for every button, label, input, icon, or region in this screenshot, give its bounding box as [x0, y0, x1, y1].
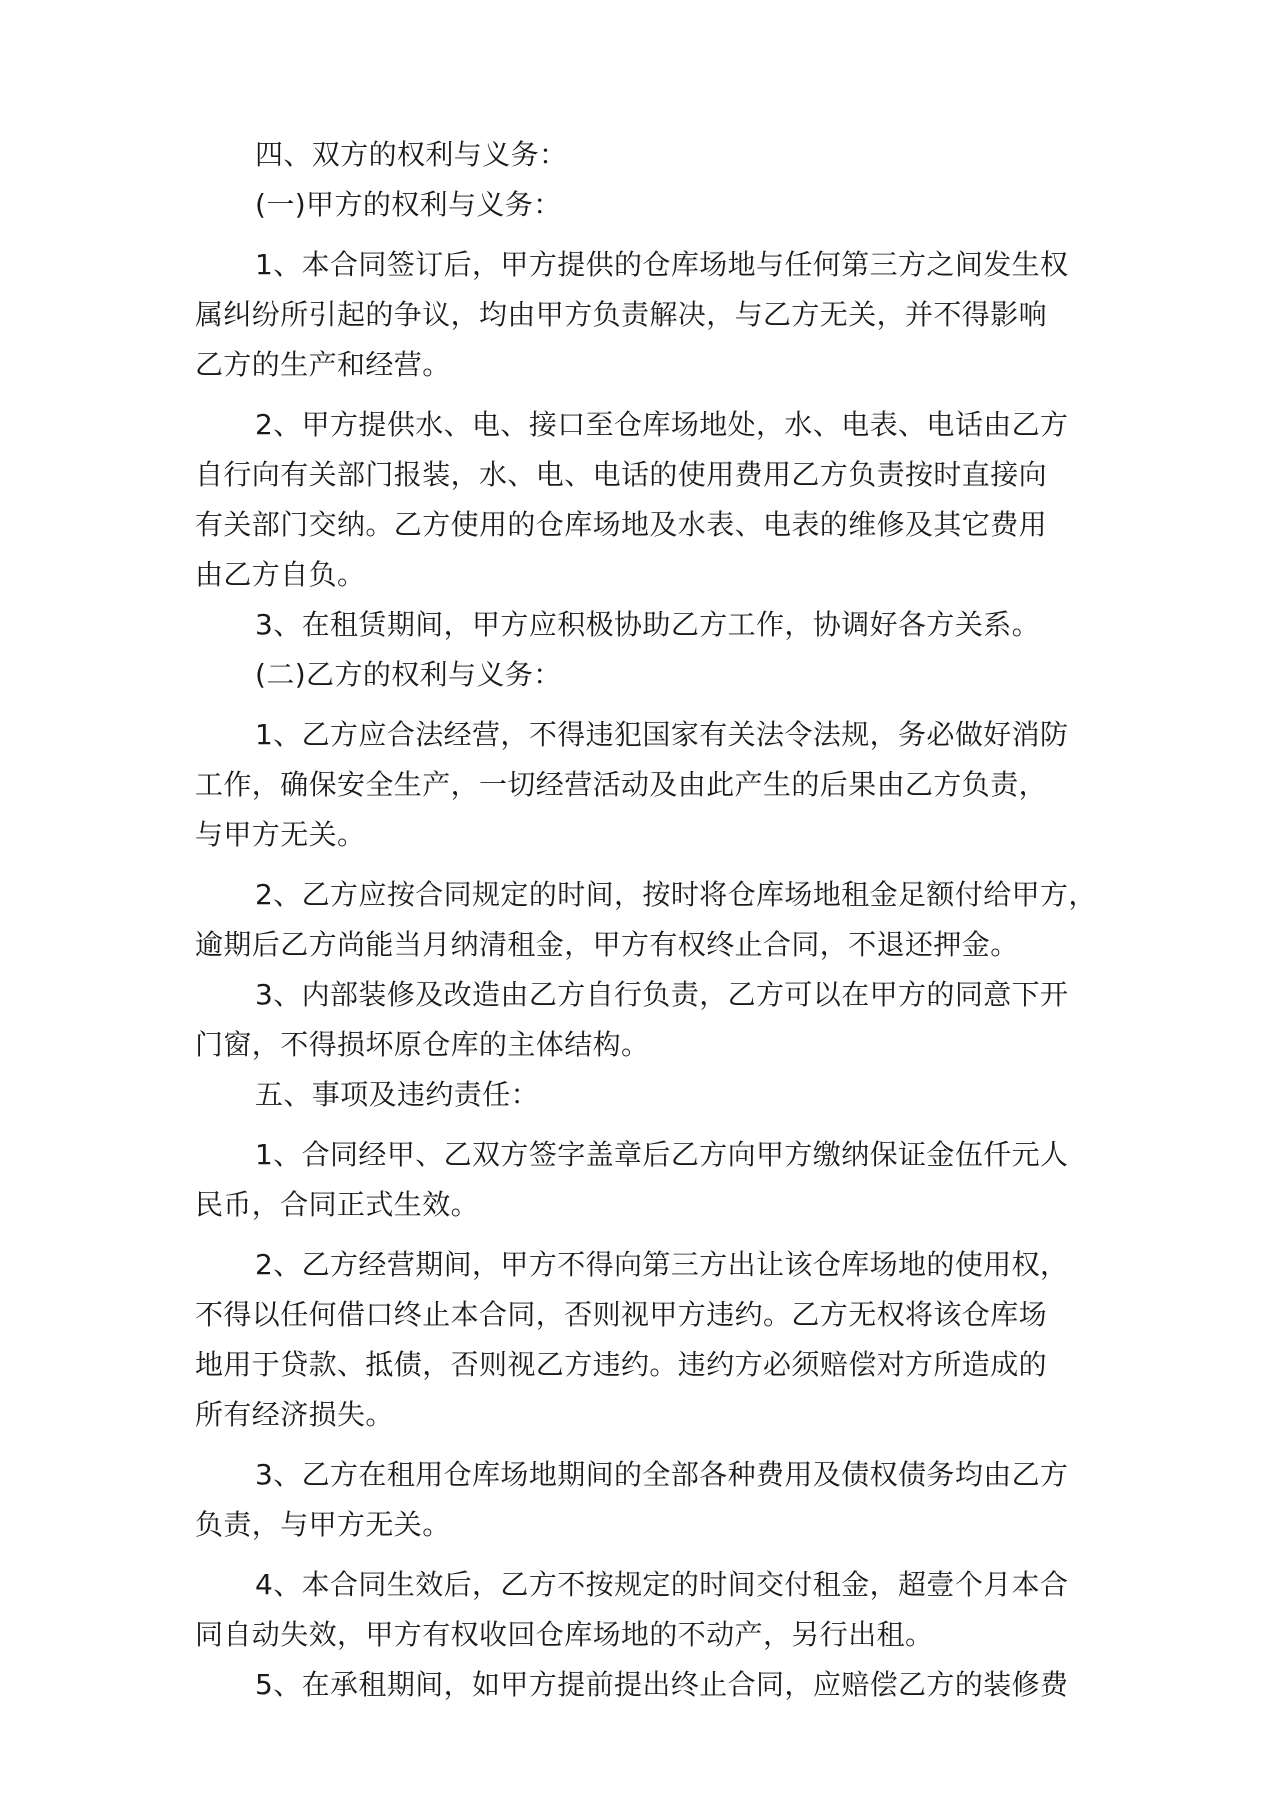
clause-a2-line: 2、甲方提供水、电、接口至仓库场地处，水、电表、电话由乙方: [255, 408, 1069, 441]
clause-a2-line: 有关部门交纳。乙方使用的仓库场地及水表、电表的维修及其它费用: [195, 508, 1048, 541]
clause-c1-line: 1、合同经甲、乙双方签字盖章后乙方向甲方缴纳保证金伍仟元人: [255, 1138, 1069, 1171]
clause-c3-line: 负责，与甲方无关。: [195, 1508, 451, 1541]
clause-b1-line: 与甲方无关。: [195, 818, 366, 851]
clause-b3-line: 门窗，不得损坏原仓库的主体结构。: [195, 1028, 650, 1061]
section-heading-4: 四、双方的权利与义务：: [255, 138, 568, 171]
clause-c5-line: 5、在承租期间，如甲方提前提出终止合同，应赔偿乙方的装修费: [255, 1668, 1069, 1701]
clause-c2-line: 2、乙方经营期间，甲方不得向第三方出让该仓库场地的使用权，: [255, 1248, 1069, 1281]
clause-c3-line: 3、乙方在租用仓库场地期间的全部各种费用及债权债务均由乙方: [255, 1458, 1069, 1491]
document-body: [195, 130, 1100, 1710]
clause-c1-line: 民币，合同正式生效。: [195, 1188, 480, 1221]
subsection-heading-party-b: (二)乙方的权利与义务：: [255, 658, 562, 691]
clause-a1-line: 1、本合同签订后，甲方提供的仓库场地与任何第三方之间发生权: [255, 248, 1069, 281]
clause-a2-line: 由乙方自负。: [195, 558, 366, 591]
subsection-heading-party-a: (一)甲方的权利与义务：: [255, 188, 562, 221]
clause-c4-line: 同自动失效，甲方有权收回仓库场地的不动产，另行出租。: [195, 1618, 934, 1651]
clause-b3-line: 3、内部装修及改造由乙方自行负责，乙方可以在甲方的同意下开: [255, 978, 1069, 1011]
clause-a1-line: 属纠纷所引起的争议，均由甲方负责解决，与乙方无关，并不得影响: [195, 298, 1048, 331]
clause-c4-line: 4、本合同生效后，乙方不按规定的时间交付租金，超壹个月本合: [255, 1568, 1069, 1601]
clause-a2-line: 自行向有关部门报装，水、电、电话的使用费用乙方负责按时直接向: [195, 458, 1048, 491]
clause-c2-line: 不得以任何借口终止本合同，否则视甲方违约。乙方无权将该仓库场: [195, 1298, 1048, 1331]
clause-c2-line: 所有经济损失。: [195, 1398, 394, 1431]
section-heading-5: 五、事项及违约责任：: [255, 1078, 540, 1111]
clause-c2-line: 地用于贷款、抵债，否则视乙方违约。违约方必须赔偿对方所造成的: [195, 1348, 1048, 1381]
clause-a1-line: 乙方的生产和经营。: [195, 348, 451, 381]
clause-b2-line: 逾期后乙方尚能当月纳清租金，甲方有权终止合同，不退还押金。: [195, 928, 1019, 961]
clause-b1-line: 工作，确保安全生产，一切经营活动及由此产生的后果由乙方负责，: [195, 768, 1048, 801]
clause-b2-line: 2、乙方应按合同规定的时间，按时将仓库场地租金足额付给甲方，: [255, 878, 1097, 911]
clause-a3-line: 3、在租赁期间，甲方应积极协助乙方工作，协调好各方关系。: [255, 608, 1041, 641]
clause-b1-line: 1、乙方应合法经营，不得违犯国家有关法令法规，务必做好消防: [255, 718, 1069, 751]
